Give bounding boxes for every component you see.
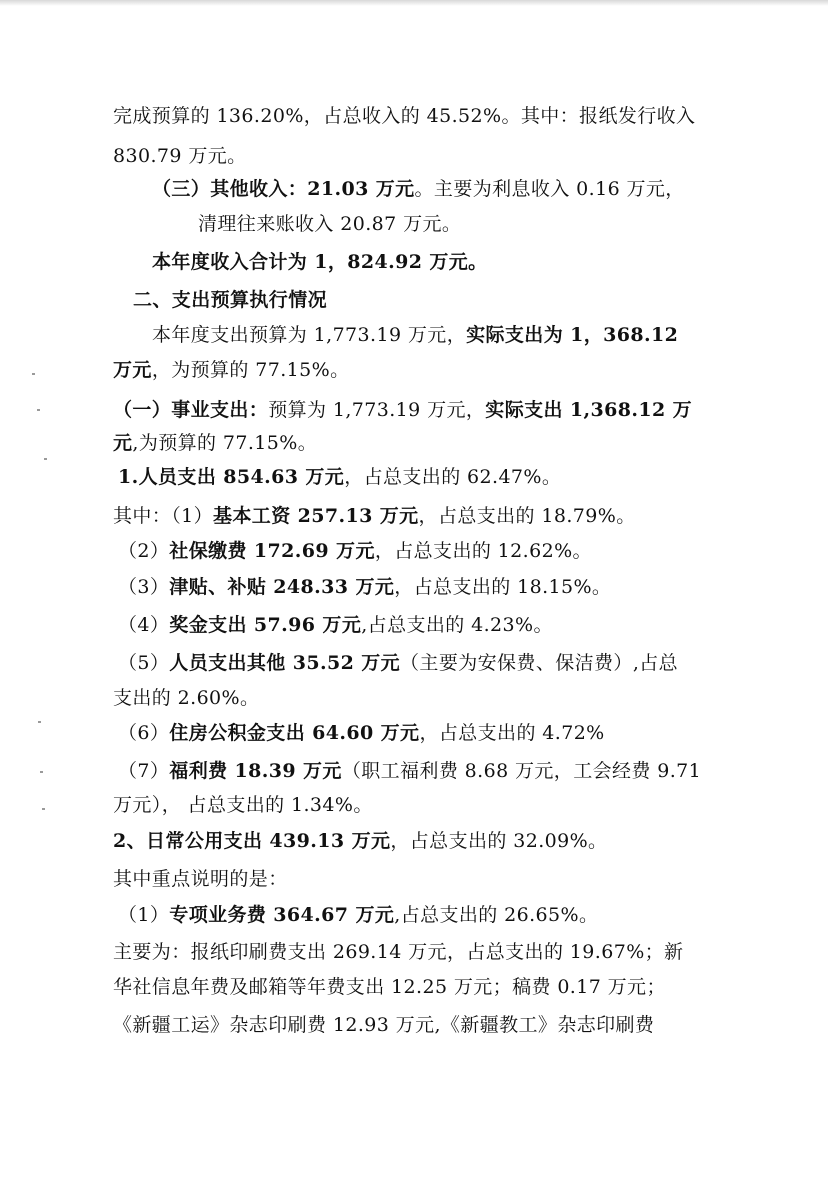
bold-text-segment: 福利费 18.39 万元: [169, 760, 342, 782]
text-segment: ，占总支出的 18.79%。: [418, 505, 636, 527]
text-segment: ,占总支出的 26.65%。: [394, 904, 599, 926]
text-line: [113, 143, 247, 169]
text-segment: 主要为：报纸印刷费支出 269.14 万元，占总支出的 19.67%；新: [113, 941, 684, 963]
bold-text-segment: 实际支出 1,368.12 万: [485, 399, 693, 421]
text-line: [118, 574, 611, 600]
text-line: [113, 103, 695, 129]
bold-text-segment: 元: [113, 432, 133, 454]
text-segment: （7）: [118, 760, 170, 782]
text-line: [113, 685, 259, 711]
text-line: [118, 758, 701, 784]
text-segment: 清理往来账收入 20.87 万元。: [198, 213, 462, 235]
bold-text-segment: 奖金支出 57.96 万元: [169, 614, 362, 636]
text-segment: 本年度支出预算为 1,773.19 万元，: [152, 324, 467, 346]
bold-text-segment: 社保缴费 172.69 万元: [169, 540, 375, 562]
text-segment: ，占总支出的 32.09%。: [390, 830, 608, 852]
text-line: [152, 249, 488, 275]
text-line: [113, 397, 692, 423]
text-line: [113, 357, 350, 383]
text-line: [198, 211, 461, 237]
text-segment: 其中重点说明的是：: [113, 868, 288, 890]
text-line: [113, 866, 288, 892]
bold-text-segment: 二、支出预算执行情况: [133, 289, 328, 311]
text-segment: （主要为安保费、保洁费）,占总: [400, 652, 679, 674]
text-line: [152, 322, 678, 348]
text-line: [113, 974, 666, 1000]
text-segment: 830.79 万元。: [113, 145, 247, 167]
text-segment: ,为预算的 77.15%。: [132, 432, 318, 454]
text-segment: 万元）， 占总支出的 1.34%。: [113, 794, 373, 816]
bold-text-segment: 基本工资 257.13 万元: [213, 505, 419, 527]
text-line: [113, 503, 636, 529]
text-line: [113, 430, 317, 456]
text-segment: 。主要为利息收入 0.16 万元，: [414, 178, 685, 200]
text-segment: 支出的 2.60%。: [113, 687, 260, 709]
bold-text-segment: 本年度收入合计为 1，824.92 万元。: [152, 251, 488, 273]
text-segment: （2）: [118, 540, 170, 562]
scan-speck: [38, 721, 41, 723]
text-line: [118, 902, 598, 928]
text-segment: 预算为 1,773.19 万元，: [268, 399, 486, 421]
text-segment: （5）: [118, 652, 170, 674]
text-segment: 《新疆工运》杂志印刷费 12.93 万元,《新疆教工》杂志印刷费: [113, 1014, 655, 1036]
bold-text-segment: 人员支出其他 35.52 万元: [169, 652, 401, 674]
text-segment: （6）: [118, 722, 170, 744]
text-line: [113, 828, 607, 854]
text-line: [152, 176, 685, 202]
text-segment: ,占总支出的 4.23%。: [361, 614, 553, 636]
bold-text-segment: 专项业务费 364.67 万元: [169, 904, 395, 926]
bold-text-segment: 实际支出为 1，368.12: [466, 324, 679, 346]
text-segment: （1）: [118, 904, 170, 926]
bold-text-segment: 住房公积金支出 64.60 万元: [169, 722, 420, 744]
bold-text-segment: 2、日常公用支出 439.13 万元: [113, 830, 391, 852]
text-segment: 完成预算的 136.20%，占总收入的 45.52%。其中：报纸发行收入: [113, 105, 696, 127]
bold-text-segment: （一）事业支出：: [113, 399, 269, 421]
text-line: [133, 287, 327, 313]
scan-speck: [42, 808, 45, 810]
text-line: [113, 1012, 654, 1038]
text-line: [113, 939, 683, 965]
text-segment: ，占总支出的 12.62%。: [374, 540, 592, 562]
text-line: [118, 538, 592, 564]
text-segment: ，占总支出的 4.72%: [419, 722, 605, 744]
scan-speck: [44, 458, 47, 460]
scan-speck: [40, 771, 43, 773]
scan-speck: [37, 409, 40, 411]
scan-top-edge: [0, 0, 828, 6]
bold-text-segment: 1.人员支出 854.63 万元: [118, 466, 345, 488]
bold-text-segment: （三）其他收入：21.03 万元: [152, 178, 415, 200]
text-segment: （职工福利费 8.68 万元，工会经费 9.71: [341, 760, 702, 782]
text-line: [118, 464, 561, 490]
text-segment: （3）: [118, 576, 170, 598]
bold-text-segment: 万元: [113, 359, 152, 381]
text-segment: ，占总支出的 62.47%。: [344, 466, 562, 488]
text-segment: ，为预算的 77.15%。: [151, 359, 350, 381]
bold-text-segment: 津贴、补贴 248.33 万元: [169, 576, 395, 598]
text-segment: 其中：（1）: [113, 505, 213, 527]
scan-speck: [32, 373, 35, 375]
text-line: [118, 650, 678, 676]
text-segment: （4）: [118, 614, 170, 636]
text-segment: 华社信息年费及邮箱等年费支出 12.25 万元；稿费 0.17 万元；: [113, 976, 666, 998]
text-line: [118, 612, 553, 638]
text-line: [118, 720, 605, 746]
text-line: [113, 792, 373, 818]
text-segment: ，占总支出的 18.15%。: [394, 576, 612, 598]
